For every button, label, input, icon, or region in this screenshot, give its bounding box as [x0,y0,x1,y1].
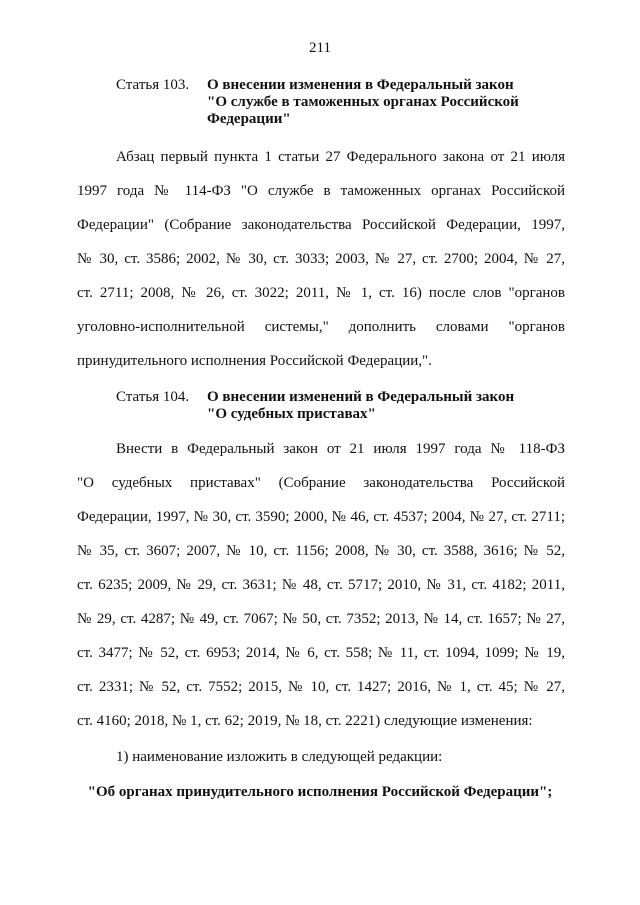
paragraph-line: ст. 3477; № 52, ст. 6953; 2014, № 6, ст. 558; № 11, ст. 1094, 1099; № 19, [77,645,565,661]
list-item-1: 1) наименование изложить в следующей редакции: [116,749,443,765]
paragraph-line: Федерации, 1997, № 30, ст. 3590; 2000, № 46, ст. 4537; 2004, № 27, ст. 2711; [77,509,565,525]
paragraph-line: 1997 года № 114-ФЗ "О службе в таможенных органах Российской [77,183,565,199]
paragraph-line: принудительного исполнения Российской Федерации,". [77,353,432,369]
paragraph-line: № 35, ст. 3607; 2007, № 10, ст. 1156; 2008, № 30, ст. 3588, 3616; № 52, [77,543,565,559]
article-104-title [207,389,547,423]
article-103-label: Статья 103. [116,77,190,93]
paragraph-line: № 29, ст. 4287; № 49, ст. 7067; № 50, ст. 7352; 2013, № 14, ст. 1657; № 27, [77,611,565,627]
article-103-title-line: "О службе в таможенных органах Российской [207,94,519,110]
article-103-title [207,77,547,128]
page-number: 211 [309,40,331,56]
paragraph-line: Внести в Федеральный закон от 21 июля 1997 года № 118-ФЗ [116,441,565,457]
article-103-title-line: О внесении изменения в Федеральный закон [207,77,514,93]
paragraph-line: "О судебных приставах" (Собрание законодательства Российской [77,475,565,491]
paragraph-line: ст. 2711; 2008, № 26, ст. 3022; 2011, № 1, ст. 16) после слов "органов [77,285,565,301]
paragraph-line: Федерации" (Собрание законодательства Российской Федерации, 1997, [77,217,565,233]
paragraph-line: № 30, ст. 3586; 2002, № 30, ст. 3033; 2003, № 27, ст. 2700; 2004, № 27, [77,251,565,267]
paragraph-line: Абзац первый пункта 1 статьи 27 Федерального закона от 21 июля [116,149,565,165]
paragraph-line: уголовно-исполнительной системы," дополнить словами "органов [77,319,565,335]
paragraph-line: ст. 2331; № 52, ст. 7552; 2015, № 10, ст. 1427; 2016, № 1, ст. 45; № 27, [77,679,565,695]
article-104-title-line: "О судебных приставах" [207,406,376,422]
article-104-label: Статья 104. [116,389,190,405]
paragraph-line: ст. 4160; 2018, № 1, ст. 62; 2019, № 18, ст. 2221) следующие изменения: [77,713,533,729]
paragraph-line: ст. 6235; 2009, № 29, ст. 3631; № 48, ст. 5717; 2010, № 31, ст. 4182; 2011, [77,577,565,593]
article-103-title-line: Федерации" [207,111,291,127]
new-law-title: "Об органах принудительного исполнения Российской Федерации"; [87,784,553,800]
article-104-title-line: О внесении изменений в Федеральный закон [207,389,515,405]
